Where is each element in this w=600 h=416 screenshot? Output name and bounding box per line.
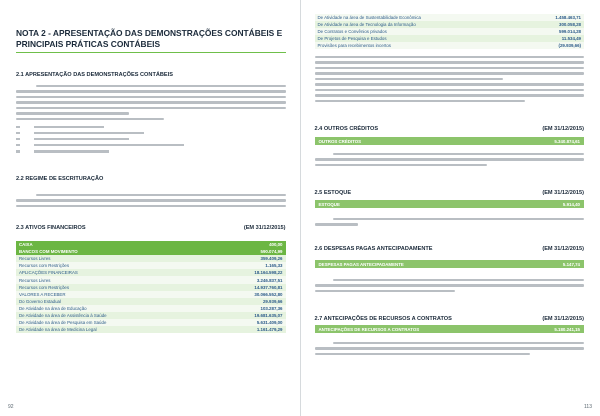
section-2-1-title: 2.1 APRESENTAÇÃO DAS DEMONSTRAÇÕES CONTÁBEIS <box>16 72 173 78</box>
section-2-3-title: 2.3 ATIVOS FINANCEIROS <box>16 225 86 231</box>
section-2-7-header <box>315 316 585 322</box>
section-2-6-body <box>315 279 585 295</box>
table-row: CAIXA 400,00 <box>16 241 286 248</box>
table-row: Recursos com Restrições 1.165,33 <box>16 262 286 269</box>
section-2-4-date: (EM 31/12/2015) <box>542 126 584 132</box>
prepaid-expenses-value: 5.147,74 <box>562 261 580 267</box>
table-row: Do Governo Estadual 29.939,66 <box>16 298 286 305</box>
section-2-4-header <box>315 126 585 132</box>
table-row: De Atividade na área de Pesquisa em Saúde 5.631.409,00 <box>16 319 286 326</box>
section-2-3-date: (EM 31/12/2015) <box>243 225 286 231</box>
section-2-5-title: 2.5 ESTOQUE <box>314 190 352 196</box>
receivables-continued-table <box>315 14 585 49</box>
table-row: De Contratos e Convênios privados 599.014,28 <box>315 28 585 35</box>
section-2-1-body <box>16 85 286 123</box>
other-credits-bar <box>315 137 585 145</box>
text-line <box>16 118 164 120</box>
text-line <box>16 205 286 207</box>
text-line <box>16 107 286 109</box>
text-line <box>16 101 286 103</box>
text-line <box>315 353 531 355</box>
table-row: De Atividade na área de Assistência à Saúde 19.681.635,07 <box>16 312 286 319</box>
text-line <box>36 194 286 196</box>
table-row: Recursos Livres 3.246.837,51 <box>16 276 286 283</box>
text-line <box>36 85 286 87</box>
note-title-line1: NOTA 2 - APRESENTAÇÃO DAS DEMONSTRAÇÕES CONTÁBEIS E <box>16 28 283 38</box>
inventory-label: ESTOQUE <box>318 201 340 207</box>
text-line <box>315 94 585 96</box>
note-title-line2: PRINCIPAIS PRÁTICAS CONTÁBEIS <box>16 38 161 49</box>
section-2-7-date: (EM 31/12/2015) <box>542 316 584 322</box>
text-line <box>315 83 585 85</box>
text-line <box>315 347 585 349</box>
inventory-bar <box>315 200 585 208</box>
text-line <box>16 199 286 201</box>
text-line <box>315 89 585 91</box>
table-row: De Atividade na área de Tecnologia da Informação 300.058,28 <box>315 21 585 28</box>
financial-assets-table <box>16 241 286 333</box>
section-2-7-body <box>315 342 585 358</box>
section-2-5-body <box>315 218 585 229</box>
text-line <box>315 56 585 58</box>
text-line <box>315 100 525 102</box>
text-line <box>16 112 129 114</box>
text-line <box>315 67 585 69</box>
section-2-6-title: 2.6 DESPESAS PAGAS ANTECIPADAMENTE <box>314 246 433 252</box>
table-row: De Atividade na área de Sustentabilidade Econômica 1.458.463,71 <box>315 14 585 21</box>
section-2-5-date: (EM 31/12/2015) <box>542 190 584 196</box>
contract-advances-label: ANTECIPAÇÕES DE RECURSOS A CONTRATOS <box>318 326 420 332</box>
text-line <box>333 153 585 155</box>
text-line <box>315 284 585 286</box>
text-line <box>333 218 585 220</box>
contract-advances-bar <box>315 325 585 333</box>
page-number: 92 <box>8 404 14 410</box>
other-credits-value: 5.340.874,61 <box>554 138 580 144</box>
table-row: Provisões para recebimentos incertos (29.939,66) <box>315 42 585 49</box>
section-2-7-title: 2.7 ANTECIPAÇÕES DE RECURSOS A CONTRATOS <box>314 316 452 322</box>
table-row: Recursos Livres 359.409,26 <box>16 255 286 262</box>
section-2-6-date: (EM 31/12/2015) <box>542 246 584 252</box>
inventory-value: 5.914,40 <box>562 201 580 207</box>
text-line <box>315 164 487 166</box>
text-line <box>16 96 286 98</box>
contract-advances-value: 5.180.241,15 <box>554 326 580 332</box>
text-line <box>333 279 585 281</box>
section-2-3-header <box>16 225 286 231</box>
section-2-5-header <box>315 190 585 196</box>
section-2-4-title: 2.4 OUTROS CRÉDITOS <box>314 126 379 132</box>
text-line <box>315 223 358 225</box>
text-line <box>315 61 585 63</box>
text-line <box>333 342 585 344</box>
text-line <box>315 290 455 292</box>
section-2-2-body <box>16 194 286 210</box>
table-row: De Atividade na área de Medicina Legal 1.161.479,29 <box>16 326 286 333</box>
table-row: De Projetos de Pesquisa e Estudos 11.534,49 <box>315 35 585 42</box>
other-credits-label: OUTROS CRÉDITOS <box>318 138 362 144</box>
statements-list <box>16 124 286 154</box>
text-line <box>315 158 585 160</box>
section-2-6-header <box>315 246 585 252</box>
list-item <box>16 148 286 154</box>
page-number: 113 <box>584 404 592 410</box>
table-row: VALORES A RECEBER 30.066.552,80 <box>16 291 286 298</box>
text-line <box>315 72 585 74</box>
table-row: Recursos com Restrições 14.937.760,81 <box>16 284 286 291</box>
table-row: De Atividade na área de Educação 103.287,36 <box>16 305 286 312</box>
section-2-4-body <box>315 153 585 169</box>
prepaid-expenses-label: DESPESAS PAGAS ANTECIPADAMENTE <box>318 261 404 267</box>
section-2-2-title: 2.2 REGIME DE ESCRITURAÇÃO <box>16 176 104 182</box>
text-line <box>16 90 286 92</box>
text-line <box>315 78 504 80</box>
table-row: APLICAÇÕES FINANCEIRAS 18.164.598,22 <box>16 269 286 276</box>
right-page <box>301 0 600 416</box>
notes-paragraphs <box>315 56 585 105</box>
prepaid-expenses-bar <box>315 260 585 268</box>
table-row: BANCOS COM MOVIMENTO 590.074,99 <box>16 248 286 255</box>
note-title <box>16 28 286 53</box>
